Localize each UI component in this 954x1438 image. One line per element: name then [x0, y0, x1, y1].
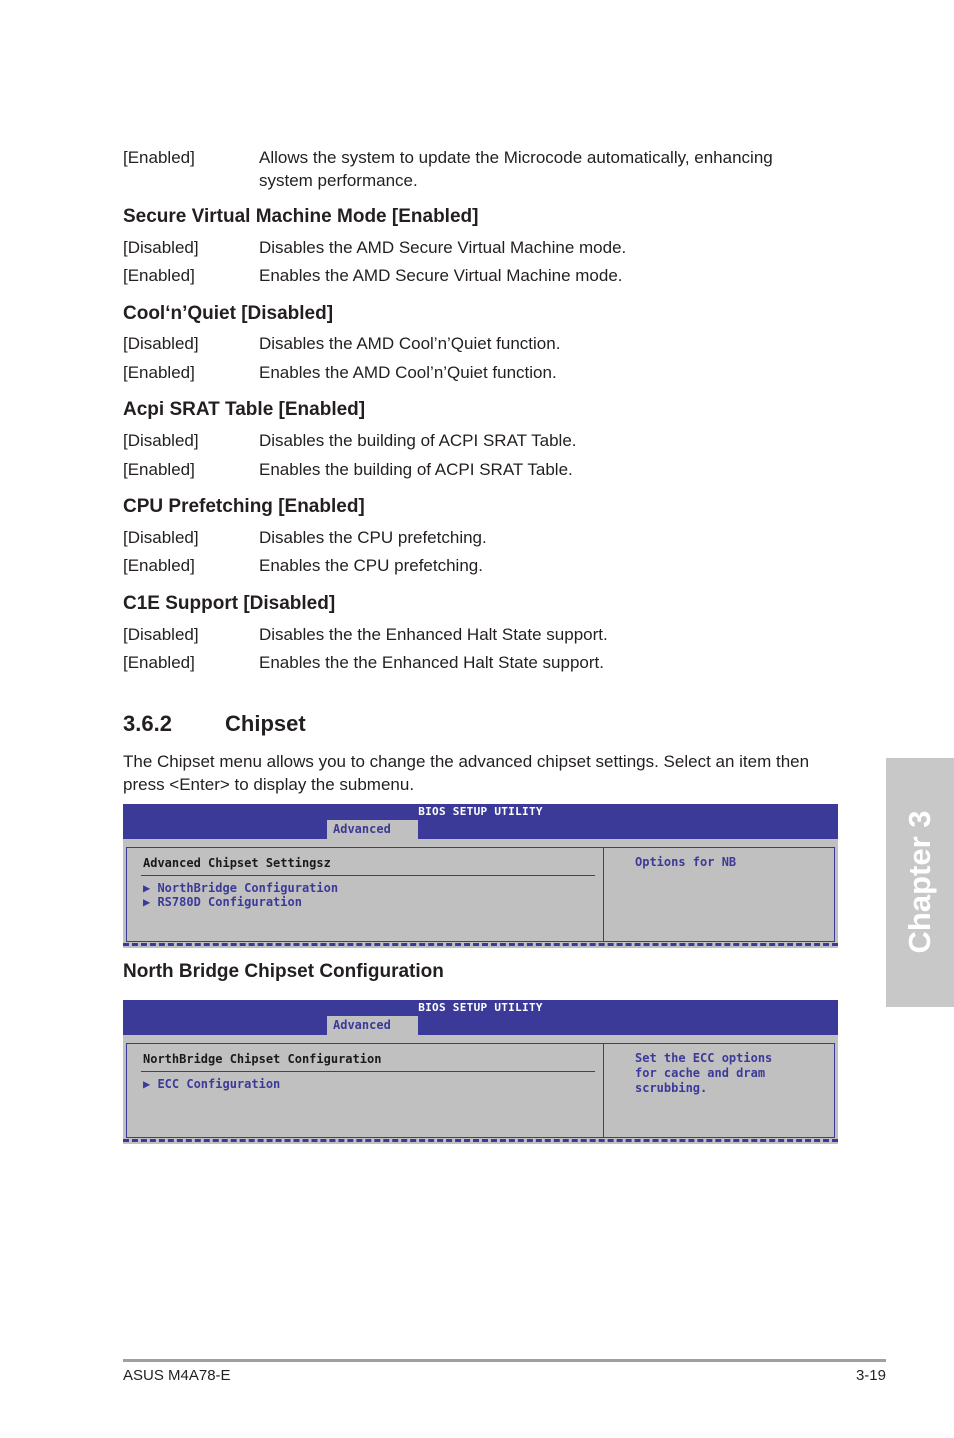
bios-help-panel [603, 847, 835, 942]
north-bridge-heading: North Bridge Chipset Configuration [123, 961, 444, 982]
help-text: Set the ECC options for cache and dram scrubbing. [635, 1051, 773, 1095]
chapter-side-tab [886, 758, 954, 1007]
bios-screen-northbridge [123, 1000, 838, 1144]
option-desc: Disables the CPU prefetching. [259, 528, 487, 547]
footer-product: ASUS M4A78-E [123, 1367, 231, 1384]
option-desc: Enables the AMD Cool’n’Quiet function. [259, 363, 557, 382]
option-key: [Disabled] [123, 528, 199, 547]
option-key: [Disabled] [123, 431, 199, 450]
option-desc: Disables the building of ACPI SRAT Table. [259, 431, 577, 450]
bios-bottom-dashes [123, 1139, 838, 1142]
option-key: [Enabled] [123, 556, 195, 575]
option-key: [Disabled] [123, 625, 199, 644]
option-key: [Disabled] [123, 238, 199, 257]
option-key: [Disabled] [123, 334, 199, 353]
bios-settings-panel [126, 847, 604, 942]
option-key: [Enabled] [123, 148, 195, 167]
section-number: 3.6.2 [123, 711, 172, 736]
option-desc: Disables the AMD Cool’n’Quiet function. [259, 334, 561, 353]
section-heading-cpu-prefetching: CPU Prefetching [Enabled] [123, 496, 365, 517]
footer-page-number: 3-19 [855, 1367, 886, 1384]
option-desc: Enables the AMD Secure Virtual Machine mode. [259, 266, 623, 285]
chipset-intro-paragraph: The Chipset menu allows you to change the advanced chipset settings. Select an item then press <Enter> to display the submenu. [123, 752, 810, 794]
panel-title: Advanced Chipset Settingsz [143, 856, 331, 870]
section-heading-acpi-srat: Acpi SRAT Table [Enabled] [123, 399, 366, 420]
bios-header-bar [123, 1000, 838, 1035]
section-title: Chipset [225, 711, 306, 736]
option-key: [Enabled] [123, 460, 195, 479]
option-desc: Enables the building of ACPI SRAT Table. [259, 460, 573, 479]
option-key: [Enabled] [123, 653, 195, 672]
option-desc: Enables the CPU prefetching. [259, 556, 483, 575]
option-desc: Disables the the Enhanced Halt State support. [259, 625, 608, 644]
bios-utility-title: BIOS SETUP UTILITY [418, 805, 543, 818]
bios-header-bar [123, 804, 838, 839]
divider [141, 875, 595, 876]
help-text: Options for NB [635, 855, 737, 869]
option-desc: Disables the AMD Secure Virtual Machine mode. [259, 238, 627, 257]
option-key: [Enabled] [123, 363, 195, 382]
menu-item-rs780d-configuration[interactable]: ▶ RS780D Configuration [143, 895, 302, 909]
bios-bottom-dashes [123, 943, 838, 946]
bios-settings-panel [126, 1043, 604, 1138]
section-heading-svm: Secure Virtual Machine Mode [Enabled] [123, 206, 479, 227]
divider [141, 1071, 595, 1072]
bios-utility-title: BIOS SETUP UTILITY [418, 1001, 543, 1014]
menu-item-northbridge-configuration[interactable]: ▶ NorthBridge Configuration [143, 881, 339, 895]
section-heading-coolnquiet: Cool‘n’Quiet [Disabled] [123, 303, 334, 324]
tab-advanced[interactable]: Advanced [327, 820, 418, 839]
menu-item-ecc-configuration[interactable]: ▶ ECC Configuration [143, 1077, 281, 1091]
option-key: [Enabled] [123, 266, 195, 285]
bios-screen-advanced-chipset [123, 804, 838, 948]
chapter-label: Chapter 3 [902, 810, 937, 954]
tab-advanced[interactable]: Advanced [327, 1016, 418, 1035]
option-desc: Allows the system to update the Microcode automatically, enhancing system performance. [259, 148, 773, 190]
option-desc: Enables the the Enhanced Halt State support. [259, 653, 604, 672]
panel-title: NorthBridge Chipset Configuration [143, 1052, 382, 1066]
bios-help-panel [603, 1043, 835, 1138]
footer-rule [123, 1359, 886, 1362]
section-heading-c1e: C1E Support [Disabled] [123, 593, 336, 614]
